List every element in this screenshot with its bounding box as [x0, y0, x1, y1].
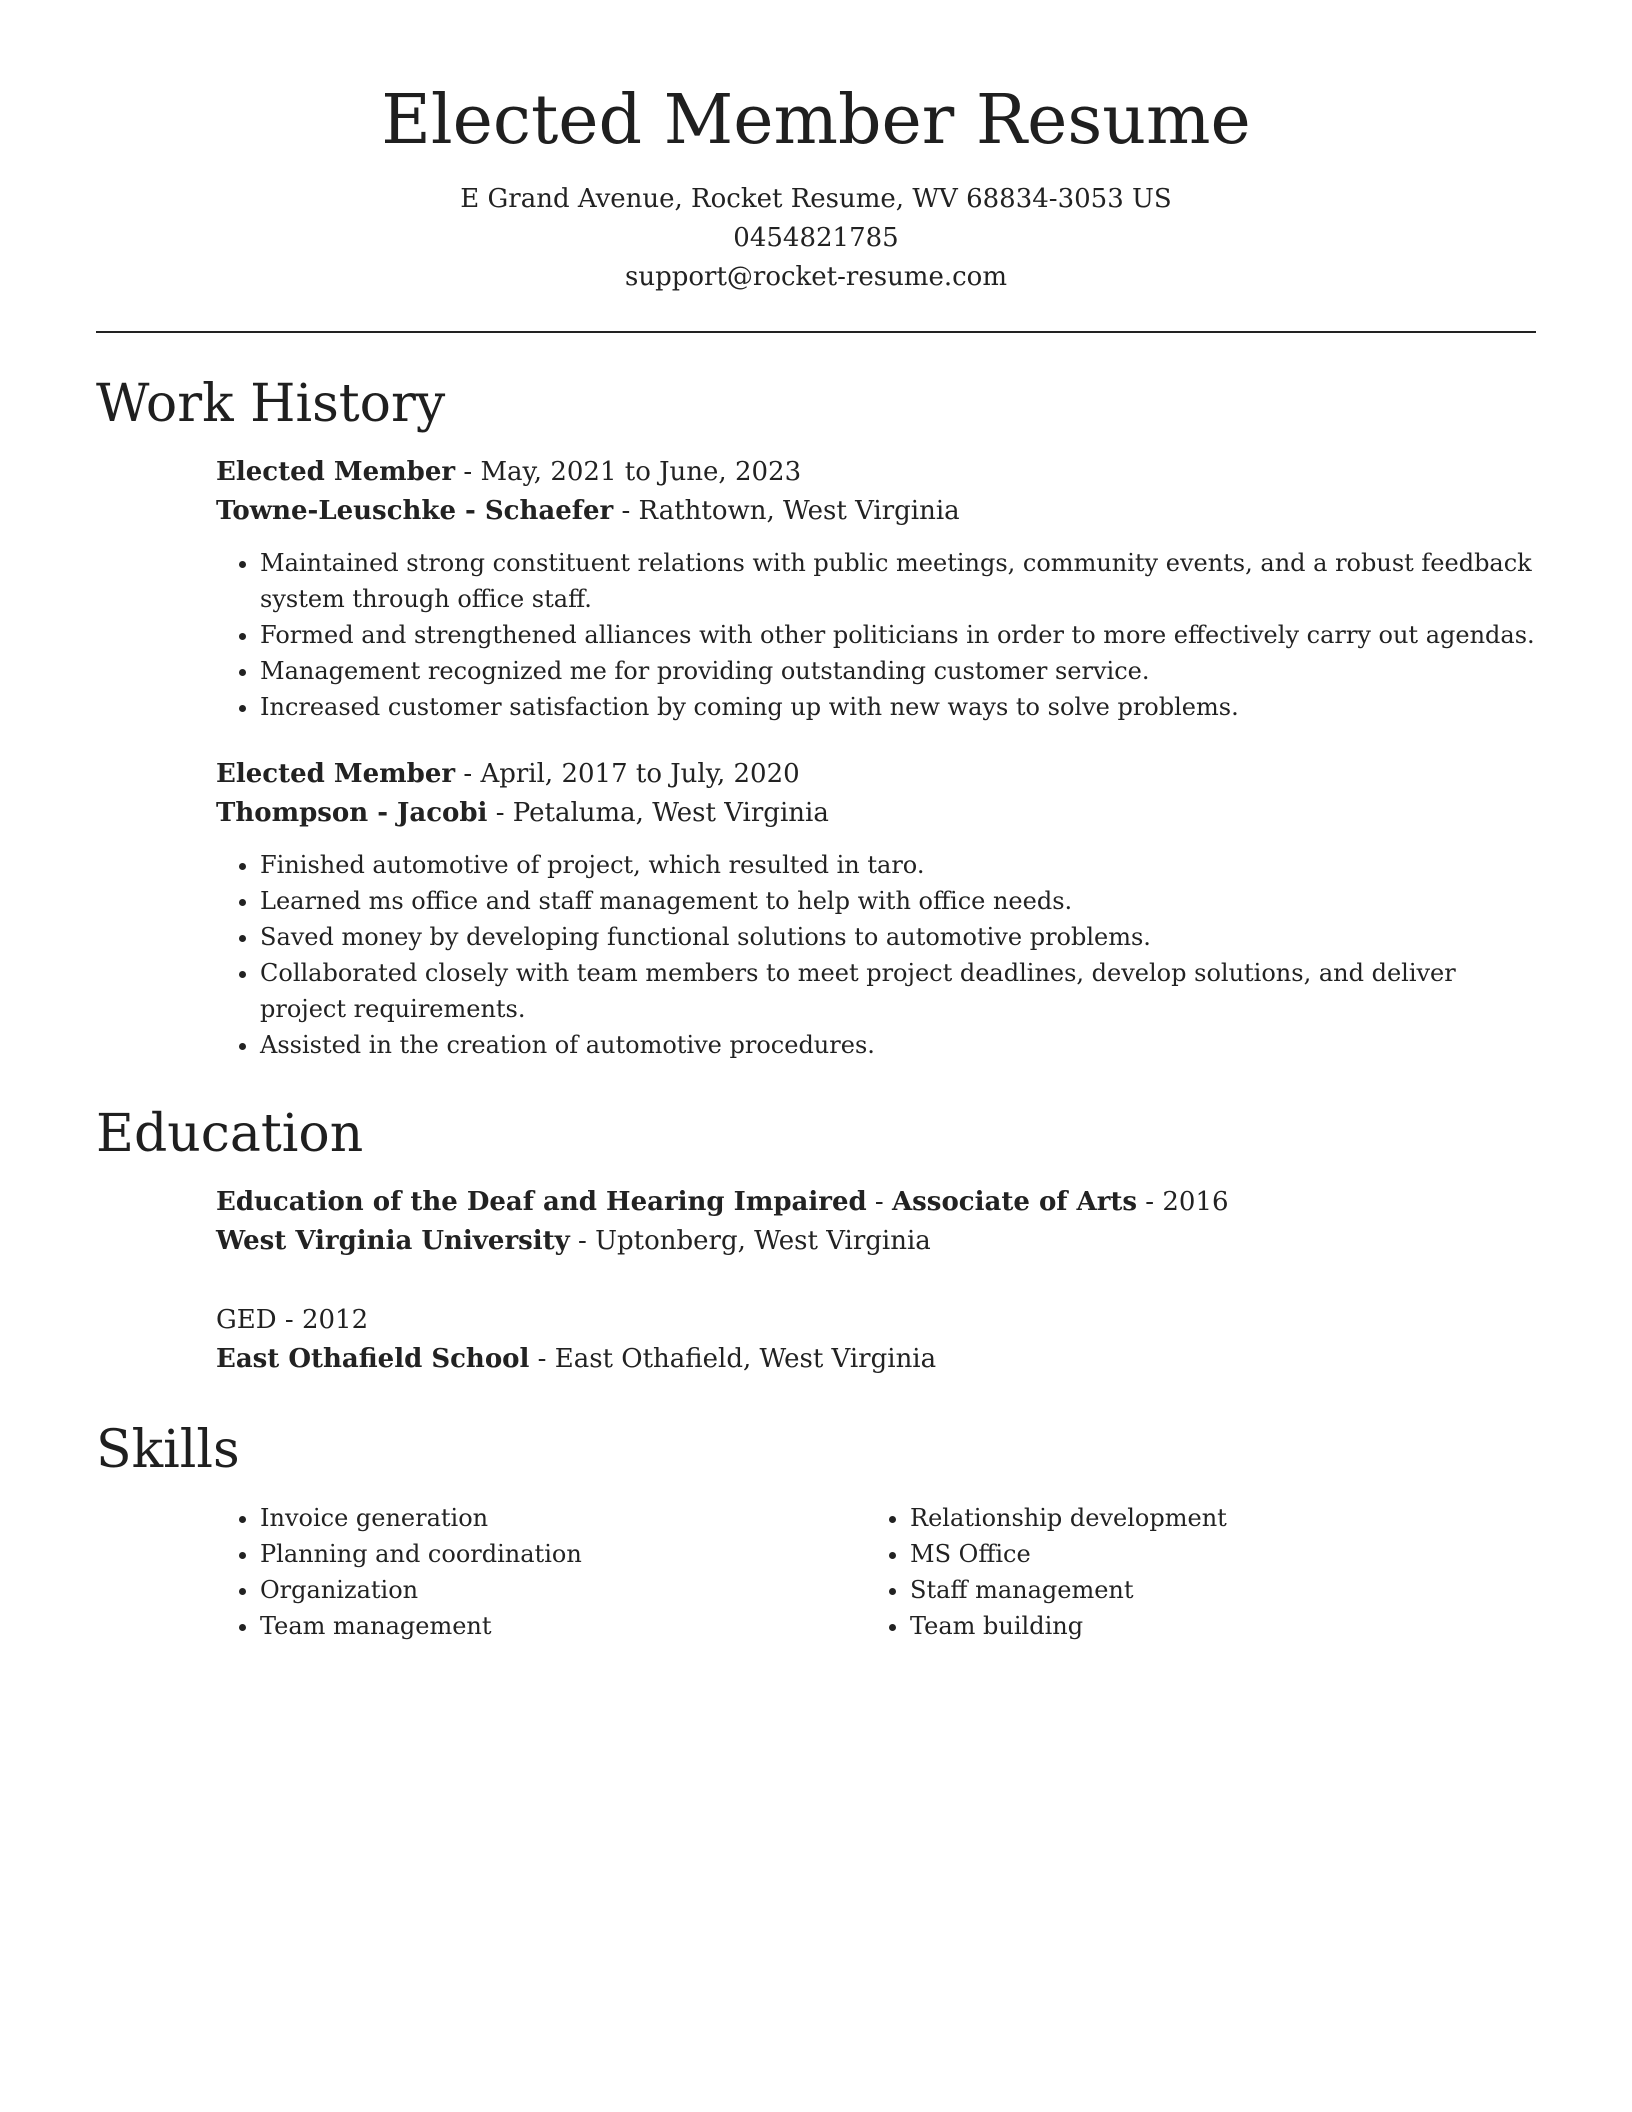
address-line: E Grand Avenue, Rocket Resume, WV 68834-3053 US [460, 183, 1172, 214]
job-company-line [216, 794, 1536, 833]
job-company-line [216, 492, 1536, 531]
edu-field: Education of the Deaf and Hearing Impaired [216, 1187, 867, 1218]
list-item: • Collaborated closely with team members to meet project deadlines, develop solutions, and deliver project requirements. [260, 955, 1536, 1027]
separator: - [569, 1226, 596, 1257]
skills-grid [216, 1500, 1536, 1644]
job-location: Rathtown, West Virginia [638, 495, 960, 526]
phone-line: 0454821785 [733, 222, 899, 253]
job-location: Petaluma, West Virginia [512, 797, 829, 828]
edu-location: East Othafield, West Virginia [554, 1344, 937, 1375]
job-entry [216, 453, 1536, 725]
separator: - [529, 1344, 555, 1375]
page-title: Elected Member Resume [381, 81, 1251, 160]
email-line: support@rocket-resume.com [624, 261, 1007, 292]
job-title-line [216, 755, 1536, 794]
skills-column-left [216, 1500, 866, 1644]
separator: - [866, 1187, 892, 1218]
job-bullets [216, 545, 1536, 725]
work-history-section [96, 373, 1536, 1063]
list-item: • Formed and strengthened alliances with other politicians in order to more effectively carry out agendas. [260, 617, 1536, 653]
edu-degree: Associate of Arts [892, 1187, 1138, 1218]
school-line [216, 1222, 1536, 1261]
separator: - [613, 495, 639, 526]
resume-header [0, 0, 1632, 297]
job-dates: May, 2021 to June, 2023 [480, 456, 802, 487]
list-item: • MS Office [910, 1536, 1516, 1572]
list-item: • Team management [260, 1608, 866, 1644]
edu-degree: GED [216, 1305, 277, 1336]
list-item: • Organization [260, 1572, 866, 1608]
edu-location: Uptonberg, West Virginia [595, 1226, 931, 1257]
contact-block [0, 180, 1632, 297]
skills-list-left [216, 1500, 866, 1644]
section-title-work-history: Work History [96, 373, 446, 434]
section-title-skills: Skills [96, 1420, 240, 1481]
job-bullets [216, 847, 1536, 1063]
education-entry [216, 1301, 1536, 1379]
header-divider [96, 331, 1536, 333]
skills-list-right [866, 1500, 1516, 1644]
list-item: • Learned ms office and staff management to help with office needs. [260, 883, 1536, 919]
job-title-line [216, 453, 1536, 492]
school-line [216, 1340, 1536, 1379]
job-company: Thompson - Jacobi [216, 797, 488, 828]
edu-school: West Virginia University [216, 1226, 570, 1257]
list-item: • Assisted in the creation of automotive procedures. [260, 1027, 1536, 1063]
list-item: • Maintained strong constituent relations with public meetings, community events, and a robust feedback system through office staff. [260, 545, 1536, 617]
list-item: • Saved money by developing functional solutions to automotive problems. [260, 919, 1536, 955]
separator: - [1137, 1187, 1163, 1218]
separator: - [487, 797, 513, 828]
job-company: Towne-Leuschke - Schaefer [216, 495, 614, 526]
education-entry [216, 1183, 1536, 1261]
edu-school: East Othafield School [216, 1344, 530, 1375]
section-title-education: Education [96, 1103, 364, 1164]
list-item: • Invoice generation [260, 1500, 866, 1536]
separator: - [276, 1305, 302, 1336]
degree-line [216, 1183, 1536, 1222]
degree-line [216, 1301, 1536, 1340]
list-item: • Team building [910, 1608, 1516, 1644]
education-section [96, 1103, 1536, 1379]
list-item: • Finished automotive of project, which resulted in taro. [260, 847, 1536, 883]
skills-column-right [866, 1500, 1516, 1644]
separator: - [455, 758, 481, 789]
job-dates: April, 2017 to July, 2020 [480, 758, 800, 789]
list-item: • Management recognized me for providing outstanding customer service. [260, 653, 1536, 689]
list-item: • Planning and coordination [260, 1536, 866, 1572]
job-entry [216, 755, 1536, 1063]
separator: - [455, 456, 481, 487]
edu-year: 2016 [1162, 1187, 1229, 1218]
skills-section [96, 1419, 1536, 1643]
job-role: Elected Member [216, 456, 456, 487]
list-item: • Increased customer satisfaction by coming up with new ways to solve problems. [260, 689, 1536, 725]
list-item: • Staff management [910, 1572, 1516, 1608]
edu-year: 2012 [301, 1305, 369, 1336]
list-item: • Relationship development [910, 1500, 1516, 1536]
job-role: Elected Member [216, 758, 456, 789]
